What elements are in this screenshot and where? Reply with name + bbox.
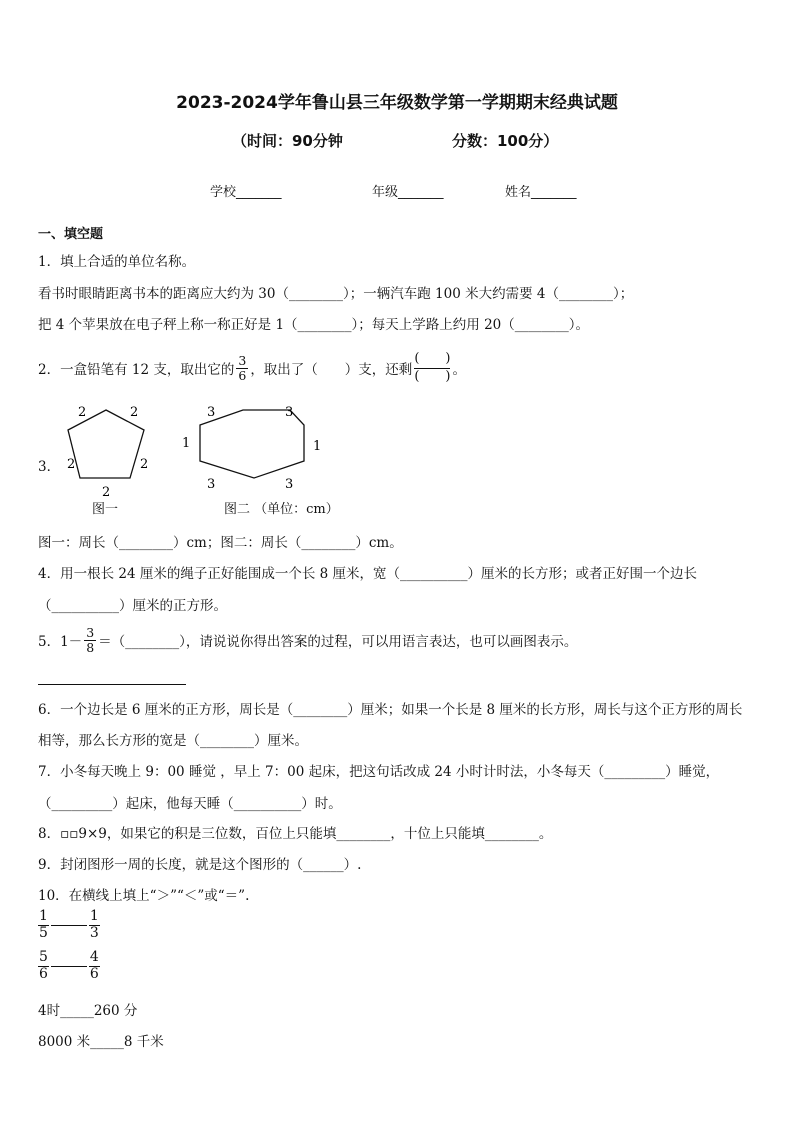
pentagon-shape	[68, 410, 144, 478]
q3-number: 3．	[38, 459, 61, 475]
q2-end: 。	[452, 362, 466, 378]
q2-part2: ，取出了（ ）支，还剩	[250, 362, 413, 378]
fraction: $\frac{4}{6}$	[89, 949, 99, 982]
q2-blank-den: ( )	[414, 368, 451, 384]
hexagon-side-label: 1	[182, 436, 191, 451]
exam-title: 2023-2024学年鲁山县三年级数学第一学期期末经典试题	[176, 93, 618, 113]
fraction: $\frac{1}{3}$	[89, 908, 99, 941]
q1-stem: 1．填上合适的单位名称。	[38, 254, 196, 270]
q10-compare-3: 4时_____260 分	[38, 1003, 138, 1019]
q2-blank-fraction[interactable]	[414, 351, 450, 386]
pentagon-side-label: 2	[102, 485, 111, 500]
fraction: $\frac{5}{6}$	[39, 949, 48, 982]
q5-fraction	[84, 626, 96, 653]
q2-line	[38, 348, 466, 388]
pentagon-side-label: 2	[78, 405, 87, 420]
q2-part1: 2．一盒铅笔有 12 支，取出它的	[38, 362, 235, 378]
q3-answer: 图一：周长（________）cm；图二：周长（________）cm。	[38, 535, 403, 551]
q6-line1: 6．一个边长是 6 厘米的正方形，周长是（________）厘米；如果一个长是 8 厘米的长方形，周长与这个正方形的周长	[38, 702, 743, 718]
q5-part1: 5．1－	[38, 634, 83, 650]
school-field[interactable]: 学校_______	[210, 185, 282, 200]
q2-frac-num: 3	[238, 353, 247, 369]
q7-line2: （_________）起床，他每天睡（__________）时。	[38, 796, 342, 812]
section-heading: 一、填空题	[38, 227, 104, 242]
q5-line	[38, 623, 577, 657]
grade-field[interactable]: 年级_______	[372, 185, 444, 200]
exam-score: 分数：100分）	[452, 132, 559, 150]
q10-stem: 10．在横线上填上“＞”“＜”或“＝”.	[38, 888, 250, 904]
q6-line2: 相等，那么长方形的宽是（________）厘米。	[38, 733, 308, 749]
hexagon-side-label: 3	[207, 477, 216, 492]
q2-frac-den: 6	[238, 367, 247, 383]
q5-answer-line[interactable]	[38, 684, 186, 685]
q5-part2: ＝（________），请说说你得出答案的过程，可以用语言表达，也可以画图表示。	[98, 634, 578, 650]
compare-blank[interactable]	[51, 966, 87, 967]
q7-line1: 7．小冬每天晚上 9：00 睡觉 ，早上 7：00 起床，把这句话改成 24 小时计时法，小冬每天（_________）睡觉，	[38, 764, 720, 780]
hexagon-side-label: 3	[207, 405, 216, 420]
pentagon-side-label: 2	[67, 457, 76, 472]
q5-frac-den: 8	[86, 639, 95, 655]
q1-line2: 把 4 个苹果放在电子秤上称一称正好是 1（________）；每天上学路上约用 20（________）。	[38, 317, 590, 333]
q8-line: 8．▫▫9×9，如果它的积是三位数，百位上只能填________，十位上只能填________。	[38, 826, 553, 842]
fraction: $\frac{1}{5}$	[39, 908, 48, 941]
q2-fraction	[236, 354, 248, 381]
compare-blank[interactable]	[51, 925, 87, 926]
q10-compare-2	[38, 950, 100, 982]
q10-compare-1	[38, 909, 100, 941]
hexagon-side-label: 1	[313, 439, 322, 454]
q1-line1: 看书时眼睛距离书本的距离应大约为 30（________）；一辆汽车跑 100 米大约需要 4（________）；	[38, 286, 634, 302]
q2-blank-num: ( )	[414, 351, 450, 369]
name-field[interactable]: 姓名_______	[505, 185, 577, 200]
pentagon-side-label: 2	[140, 457, 149, 472]
hexagon-side-label: 3	[285, 477, 294, 492]
hexagon-shape	[200, 410, 304, 478]
q3-figures	[60, 398, 360, 503]
fig2-label: 图二 （单位：cm）	[224, 502, 339, 517]
q4-line2: （__________）厘米的正方形。	[38, 598, 227, 614]
fig1-label: 图一	[92, 502, 119, 517]
q10-compare-4: 8000 米_____8 千米	[38, 1034, 164, 1050]
q4-line1: 4．用一根长 24 厘米的绳子正好能围成一个长 8 厘米，宽（__________）厘米的长方形；或者正好围一个边长	[38, 566, 698, 582]
pentagon-side-label: 2	[130, 405, 139, 420]
exam-time: （时间：90分钟	[232, 132, 343, 150]
hexagon-side-label: 3	[285, 405, 294, 420]
q5-frac-num: 3	[86, 625, 95, 641]
q9-line: 9．封闭图形一周的长度，就是这个图形的（______）.	[38, 857, 362, 873]
